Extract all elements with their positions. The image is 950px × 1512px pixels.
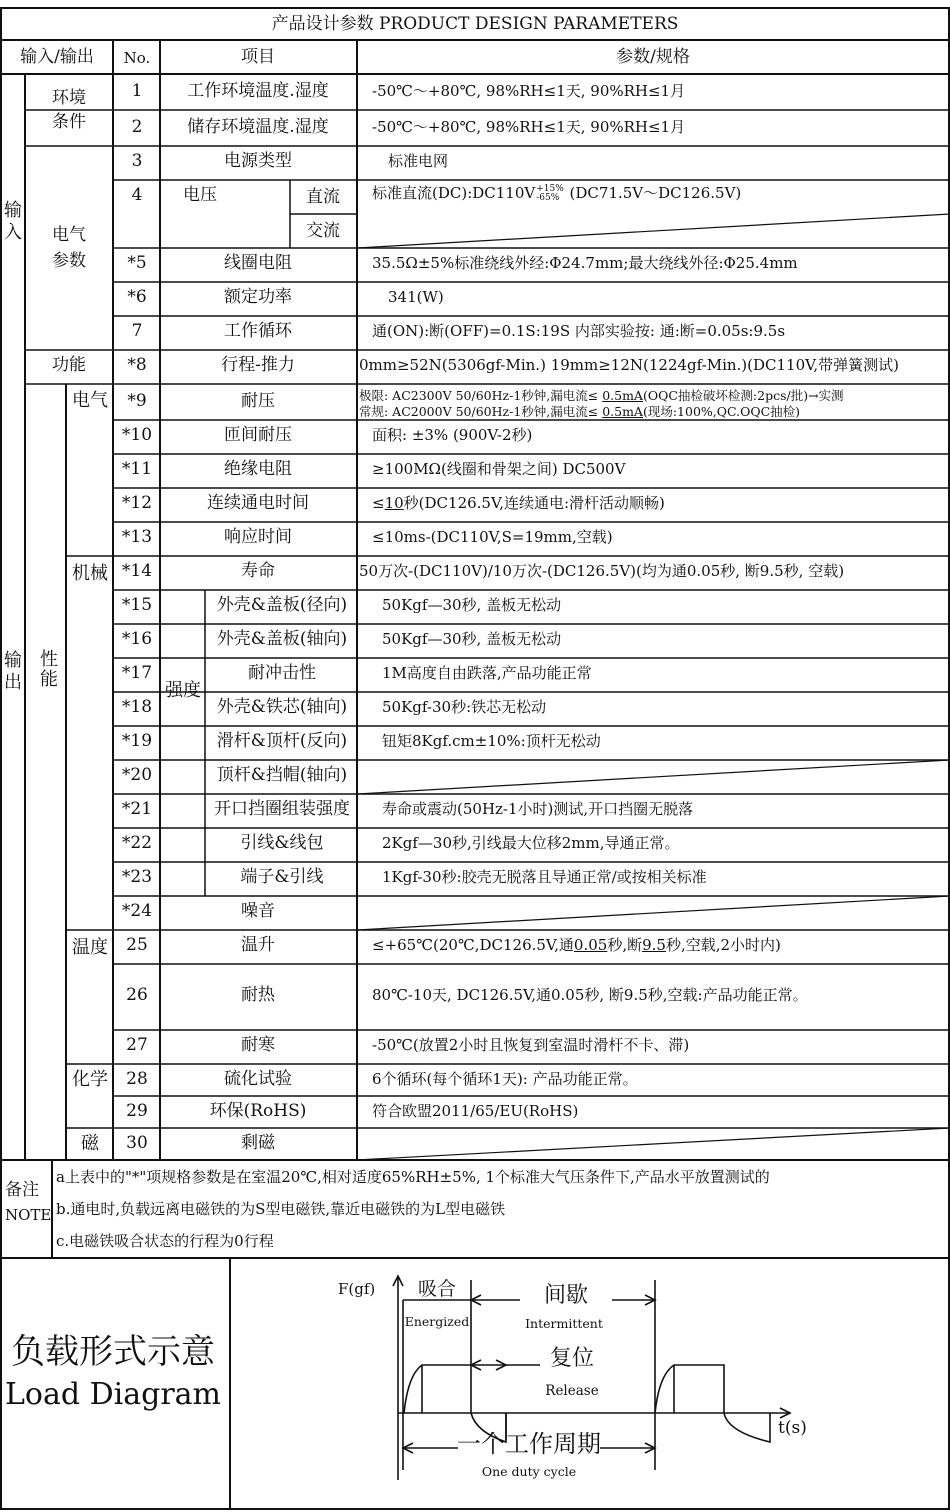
row-29-item: 环保(RoHS)	[209, 1101, 307, 1121]
row-21-no: *21	[121, 799, 153, 819]
row-29-no: 29	[126, 1101, 148, 1121]
row-12-spec: ≤10秒(DC126.5V,连续通电:滑杆活动顺畅)	[372, 494, 665, 512]
row-19-item: 滑杆&顶杆(反向)	[216, 731, 348, 751]
voltage-range: (DC71.5V～DC126.5V)	[564, 184, 742, 202]
row-22-item: 引线&线包	[240, 833, 324, 853]
row-23-no: *23	[121, 867, 153, 887]
row-29-spec: 符合欧盟2011/65/EU(RoHS)	[372, 1102, 579, 1120]
voltage-tolerance-minus: -65%	[536, 193, 560, 203]
row-17-spec: 1M高度自由跌落,产品功能正常	[382, 664, 592, 682]
withstand-limit: 极限: AC2300V 50/60Hz-1秒钟,漏电流≤ 0.5mA(OQC抽检破坏检测:2pcs/批)→实测	[359, 388, 844, 403]
row-27-no: 27	[126, 1035, 148, 1055]
row-1-no: 1	[131, 81, 143, 101]
row-17-no: *17	[121, 663, 153, 683]
row-26-spec: 80℃-10天, DC126.5V,通0.05秒, 断9.5秒,空载:产品功能正常。	[372, 986, 808, 1004]
row-25-spec: ≤+65℃(20℃,DC126.5V,通0.05秒,断9.5秒,空载,2小时内)	[372, 936, 781, 954]
row-2-item: 储存环境温度.湿度	[187, 117, 329, 137]
row-28-item: 硫化试验	[224, 1069, 292, 1089]
row-6-item: 额定功率	[224, 287, 292, 307]
diagram-energized-cn: 吸合	[417, 1278, 457, 1300]
row-13-no: *13	[121, 527, 153, 547]
notes-label-cn: 备注	[5, 1180, 39, 1200]
group-electrical: 电气	[72, 390, 108, 411]
voltage-ac-label: 交流	[306, 221, 340, 241]
row-16-no: *16	[121, 629, 153, 649]
row-26-no: 26	[126, 985, 148, 1005]
header-no: No.	[123, 49, 151, 67]
row-11-item: 绝缘电阻	[224, 459, 292, 479]
voltage-tolerance-plus: +15%	[536, 184, 564, 194]
row-10-item: 匝间耐压	[224, 425, 292, 445]
row-30-no: 30	[126, 1133, 148, 1153]
row-5-no: *5	[127, 253, 147, 273]
notes-label-en: NOTE	[5, 1206, 52, 1224]
diagram-energized-en: Energized	[404, 1314, 470, 1329]
row-21-spec: 寿命或震动(50Hz-1小时)测试,开口挡圈无脱落	[382, 800, 694, 818]
row-18-spec: 50Kgf-30秒:铁芯无松动	[382, 698, 547, 716]
row-28-spec: 6个循环(每个循环1天): 产品功能正常。	[372, 1070, 638, 1088]
row-14-spec: 50万次-(DC110V)/10万次-(DC126.5V)(均为通0.05秒, 断9.5秒, 空载)	[359, 562, 845, 580]
row-4-spec	[372, 185, 741, 203]
row-21-item: 开口挡圈组装强度	[214, 799, 350, 819]
group-function: 功能	[52, 355, 86, 375]
row-2-no: 2	[131, 117, 143, 137]
group-output: 输出	[4, 650, 22, 693]
row-15-item: 外壳&盖板(径向)	[216, 595, 348, 615]
diagram-intermittent-en: Intermittent	[525, 1316, 603, 1331]
row-8-no: *8	[127, 355, 147, 375]
row-2-spec: -50℃～+80℃, 98%RH≤1天, 90%RH≤1月	[372, 118, 686, 136]
group-temperature: 温度	[72, 937, 108, 958]
row-25-item: 温升	[241, 935, 275, 955]
diagram-cycle-cn: 一个工作周期	[457, 1430, 601, 1458]
row-6-no: *6	[127, 287, 147, 307]
row-3-spec: 标准电网	[388, 152, 449, 170]
row-7-spec: 通(ON):断(OFF)=0.1S:19S 内部实验按: 通:断=0.05s:9.5s	[372, 322, 786, 340]
row-28-no: 28	[126, 1069, 148, 1089]
group-chemical: 化学	[72, 1069, 108, 1090]
row-20-item: 顶杆&挡帽(轴向)	[216, 765, 348, 785]
row-26-item: 耐热	[241, 985, 275, 1005]
voltage-dc-label: 直流	[306, 187, 340, 207]
row-14-item: 寿命	[241, 561, 275, 581]
row-18-no: *18	[121, 697, 153, 717]
row-7-no: 7	[131, 321, 143, 341]
header-item: 项目	[241, 47, 275, 67]
row-27-spec: -50℃(放置2小时且恢复到室温时滑杆不卡、滞)	[372, 1036, 690, 1054]
row-8-spec: 0mm≥52N(5306gf-Min.) 19mm≥12N(1224gf-Min.)(DC110V,带弹簧测试)	[359, 356, 899, 374]
note-a: a上表中的"*"项规格参数是在室温20℃,相对适度65%RH±5%, 1个标准大气压条件下,产品水平放置测试的	[56, 1168, 770, 1186]
row-18-item: 外壳&铁芯(轴向)	[216, 697, 348, 717]
row-23-item: 端子&引线	[240, 867, 324, 887]
row-30-item: 剩磁	[241, 1133, 275, 1153]
diagram-title-cn: 负载形式示意	[11, 1332, 215, 1372]
diagram-y-axis: F(gf)	[338, 1280, 376, 1298]
row-10-spec: 面积: ±3% (900V-2秒)	[372, 426, 533, 444]
row-8-item: 行程-推力	[221, 355, 295, 375]
diagram-x-axis: t(s)	[778, 1418, 807, 1438]
row-5-item: 线圈电阻	[224, 253, 292, 273]
diagram-release-en: Release	[545, 1383, 599, 1399]
group-mechanical: 机械	[72, 563, 108, 584]
row-24-no: *24	[121, 901, 153, 921]
row-3-no: 3	[131, 151, 143, 171]
group-performance: 性能	[40, 649, 58, 690]
group-magnetic: 磁	[81, 1133, 99, 1154]
row-5-spec: 35.5Ω±5%标准绕线外经:Φ24.7mm;最大绕线外径:Φ25.4mm	[372, 254, 798, 272]
voltage-spec-main: 标准直流(DC):DC110V	[372, 184, 536, 202]
group-elec-params: 电气 参数	[52, 225, 86, 271]
row-10-no: *10	[121, 425, 153, 445]
row-9-item: 耐压	[241, 391, 275, 411]
row-16-spec: 50Kgf—30秒, 盖板无松动	[382, 630, 562, 648]
group-input: 输入	[4, 200, 22, 243]
row-9-no: *9	[127, 391, 147, 411]
row-12-no: *12	[121, 493, 153, 513]
row-11-no: *11	[121, 459, 153, 479]
row-7-item: 工作循环	[224, 321, 292, 341]
row-17-item: 耐冲击性	[248, 663, 316, 683]
row-4-item: 电压	[183, 185, 217, 205]
row-3-item: 电源类型	[224, 151, 292, 171]
row-9-spec	[359, 388, 844, 420]
row-12-item: 连续通电时间	[207, 493, 309, 513]
group-env: 环境 条件	[52, 88, 86, 132]
row-13-spec: ≤10ms-(DC110V,S=19mm,空载)	[372, 528, 613, 546]
row-15-spec: 50Kgf—30秒, 盖板无松动	[382, 596, 562, 614]
row-23-spec: 1Kgf-30秒:胶壳无脱落且导通正常/或按相关标准	[382, 868, 707, 886]
row-1-spec: -50℃～+80℃, 98%RH≤1天, 90%RH≤1月	[372, 82, 686, 100]
diagram-title-en: Load Diagram	[4, 1377, 222, 1412]
row-4-no: 4	[131, 185, 143, 205]
row-6-spec: 341(W)	[388, 288, 444, 306]
row-13-item: 响应时间	[224, 527, 292, 547]
row-11-spec: ≥100MΩ(线圈和骨架之间) DC500V	[372, 460, 626, 478]
diagram-intermittent-cn: 间歇	[543, 1283, 589, 1308]
note-b: b.通电时,负载远离电磁铁的为S型电磁铁,靠近电磁铁的为L型电磁铁	[56, 1200, 506, 1218]
row-15-no: *15	[121, 595, 153, 615]
header-spec: 参数/规格	[616, 47, 690, 67]
group-strength: 强度	[165, 680, 201, 701]
diagram-release-cn: 复位	[549, 1346, 595, 1371]
sheet-title: 产品设计参数 PRODUCT DESIGN PARAMETERS	[271, 14, 679, 34]
row-14-no: *14	[121, 561, 153, 581]
row-27-item: 耐寒	[241, 1035, 275, 1055]
row-25-no: 25	[126, 935, 148, 955]
withstand-normal: 常规: AC2000V 50/60Hz-1秒钟,漏电流≤ 0.5mA(现场:100%,QC.OQC抽检)	[359, 404, 801, 419]
header-io: 输入/输出	[20, 47, 94, 67]
row-16-item: 外壳&盖板(轴向)	[216, 629, 348, 649]
row-19-spec: 钮矩8Kgf.cm±10%:顶杆无松动	[382, 732, 601, 750]
row-24-item: 噪音	[241, 901, 275, 921]
diagram-cycle-en: One duty cycle	[481, 1464, 577, 1479]
row-1-item: 工作环境温度.湿度	[187, 81, 329, 101]
row-22-spec: 2Kgf—30秒,引线最大位移2mm,导通正常。	[382, 834, 680, 852]
row-20-no: *20	[121, 765, 153, 785]
row-19-no: *19	[121, 731, 153, 751]
row-22-no: *22	[121, 833, 153, 853]
note-c: c.电磁铁吸合状态的行程为0行程	[56, 1232, 274, 1250]
